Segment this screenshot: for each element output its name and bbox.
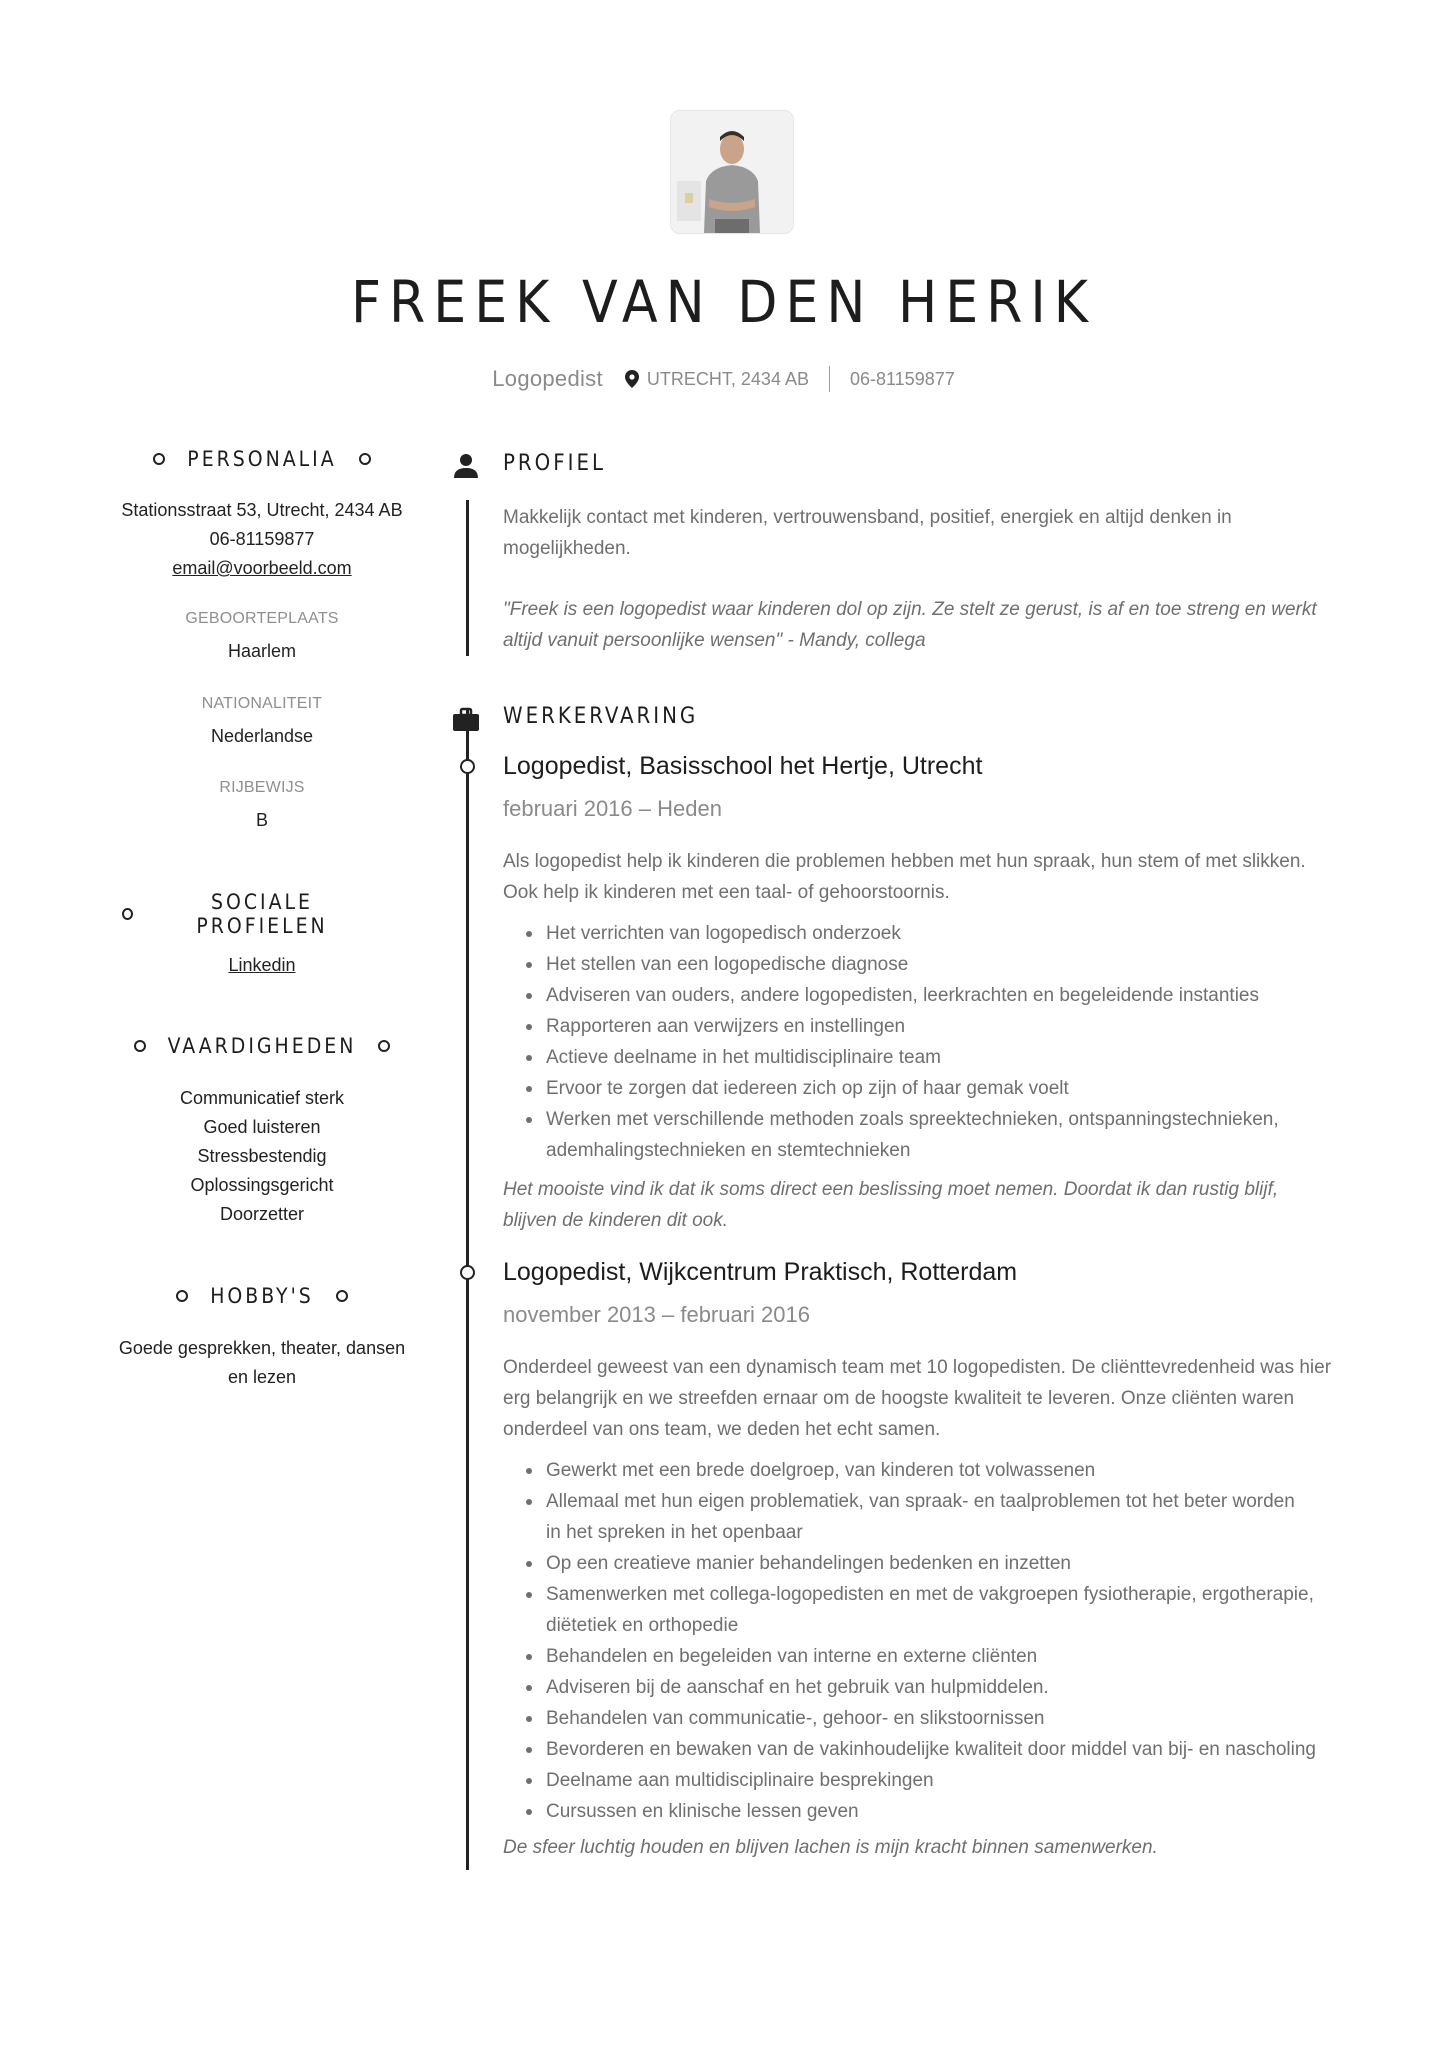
skills-heading: VAARDIGHEDEN — [100, 1034, 424, 1058]
person-photo-icon — [671, 111, 793, 233]
job-description: Als logopedist help ik kinderen die problemen hebben met hun spraak, hun stem of met slikken. — [503, 851, 1306, 872]
list-item: Rapporteren aan verwijzers en instellingen — [546, 1011, 1396, 1042]
ring-icon — [153, 453, 165, 465]
job-bullets — [503, 1455, 1396, 1827]
social-section — [100, 890, 424, 938]
nationality: Nederlandse — [210, 726, 314, 746]
list-item: ademhalingstechnieken en stemtechnieken — [546, 1140, 911, 1161]
hobbies-section — [100, 1284, 424, 1308]
briefcase-icon — [452, 706, 480, 734]
list-item: Bevorderen en bewaken van de vakinhoudelijke kwaliteit door middel van bij- en nascholing — [546, 1734, 1396, 1765]
hobbies-line: en lezen — [227, 1367, 297, 1387]
hobbies-line: Goede gesprekken, theater, dansen — [118, 1338, 406, 1358]
job-date: februari 2016 – Heden — [503, 796, 722, 821]
job-quote: blijven de kinderen dit ook. — [503, 1210, 728, 1231]
address: Stationsstraat 53, Utrecht, 2434 AB — [121, 500, 403, 520]
timeline-gap — [460, 656, 475, 710]
list-item: Allemaal met hun eigen problematiek, van spraak- en taalproblemen tot het beter worden — [546, 1486, 1396, 1517]
skill-item: Doorzetter — [219, 1204, 305, 1224]
list-item: Deelname aan multidisciplinaire besprekingen — [546, 1765, 1396, 1796]
social-heading: SOCIALE PROFIELEN — [100, 890, 424, 938]
profile-quote: "Freek is een logopedist waar kinderen dol op zijn. Ze stelt ze gerust, is af en toe streng en werkt — [503, 599, 1317, 620]
person-icon — [452, 452, 480, 480]
timeline-dot — [460, 1265, 475, 1280]
ring-icon — [378, 1040, 390, 1052]
list-item: in het spreken in het openbaar — [546, 1522, 803, 1543]
ring-icon — [359, 453, 371, 465]
job-quote: Het mooiste vind ik dat ik soms direct een beslissing moet nemen. Doordat ik dan rustig blijf, — [503, 1179, 1279, 1200]
phone: 06-81159877 — [209, 529, 315, 549]
license-label: RIJBEWIJS — [219, 779, 305, 796]
ring-icon — [336, 1290, 348, 1302]
profile-text: mogelijkheden. — [503, 538, 631, 559]
job-description: erg belangrijk en we streefden ernaar om de hoogste kwaliteit te leveren. Onze cliënten waren — [503, 1388, 1295, 1409]
profile-quote: altijd vanuit persoonlijke wensen" - Mandy, collega — [503, 630, 926, 651]
nationality-label: NATIONALITEIT — [201, 695, 323, 712]
skill-item: Oplossingsgericht — [190, 1175, 334, 1195]
list-item: Actieve deelname in het multidisciplinaire team — [546, 1042, 1396, 1073]
linkedin-link[interactable]: Linkedin — [228, 955, 296, 975]
list-item: Adviseren van ouders, andere logopedisten, leerkrachten en begeleidende instanties — [546, 980, 1396, 1011]
list-item: Adviseren bij de aanschaf en het gebruik van hulpmiddelen. — [546, 1672, 1396, 1703]
birthplace: Haarlem — [227, 641, 297, 661]
job-title: Logopedist, Wijkcentrum Praktisch, Rotterdam — [503, 1258, 1018, 1286]
personalia-heading: PERSONALIA — [100, 447, 424, 471]
job-bullets — [503, 918, 1396, 1166]
hobbies-heading: HOBBY'S — [100, 1284, 424, 1308]
job-description: Ook help ik kinderen met een taal- of gehoorstoornis. — [503, 882, 950, 903]
header-subline — [0, 366, 1447, 392]
list-item: Ervoor te zorgen dat iedereen zich op zijn of haar gemak voelt — [546, 1073, 1396, 1104]
timeline-dot — [460, 759, 475, 774]
job-description: onderdeel van ons team, we deden het echt samen. — [503, 1419, 941, 1440]
list-item: Cursussen en klinische lessen geven — [546, 1796, 1396, 1827]
list-item: Behandelen van communicatie-, gehoor- en slikstoornissen — [546, 1703, 1396, 1734]
license: B — [255, 810, 268, 830]
list-item: Op een creatieve manier behandelingen bedenken en inzetten — [546, 1548, 1396, 1579]
job-date: november 2013 – februari 2016 — [503, 1302, 810, 1327]
job-title: Logopedist, Basisschool het Hertje, Utrecht — [503, 752, 983, 780]
list-item: Het verrichten van logopedisch onderzoek — [546, 918, 1396, 949]
job-description: Onderdeel geweest van een dynamisch team met 10 logopedisten. De cliënttevredenheid was hier — [503, 1357, 1332, 1378]
email-link[interactable]: email@voorbeeld.com — [172, 558, 352, 578]
job-role: Logopedist — [492, 366, 603, 391]
ring-icon — [134, 1040, 146, 1052]
ring-icon — [122, 908, 133, 920]
skill-item: Goed luisteren — [203, 1117, 321, 1137]
profile-heading: PROFIEL — [503, 451, 607, 476]
header-phone: 06-81159877 — [849, 368, 955, 389]
skill-item: Stressbestendig — [197, 1146, 327, 1166]
list-item: diëtetiek en orthopedie — [546, 1615, 739, 1636]
location-text: UTRECHT, 2434 AB — [646, 368, 809, 389]
list-item: Werken met verschillende methoden zoals spreektechnieken, ontspanningstechnieken, — [546, 1104, 1396, 1135]
candidate-name: FREEK VAN DEN HERIK — [350, 268, 1097, 336]
list-item: Het stellen van een logopedische diagnose — [546, 949, 1396, 980]
job-quote: De sfeer luchtig houden en blijven lachen is mijn kracht binnen samenwerken. — [503, 1837, 1158, 1858]
skills-section — [100, 1034, 424, 1058]
skill-item: Communicatief sterk — [179, 1088, 345, 1108]
list-item: Samenwerken met collega-logopedisten en met de vakgroepen fysiotherapie, ergotherapie, — [546, 1579, 1396, 1610]
ring-icon — [176, 1290, 188, 1302]
profile-photo — [670, 110, 794, 234]
birthplace-label: GEBOORTEPLAATS — [185, 610, 339, 627]
location — [625, 369, 809, 390]
header-divider — [829, 366, 830, 392]
personalia-section — [100, 447, 424, 471]
experience-heading: WERKERVARING — [503, 704, 699, 729]
location-pin-icon — [625, 370, 639, 388]
list-item: Behandelen en begeleiden van interne en externe cliënten — [546, 1641, 1396, 1672]
list-item: Gewerkt met een brede doelgroep, van kinderen tot volwassenen — [546, 1455, 1396, 1486]
profile-text: Makkelijk contact met kinderen, vertrouwensband, positief, energiek en altijd denken in — [503, 507, 1232, 528]
